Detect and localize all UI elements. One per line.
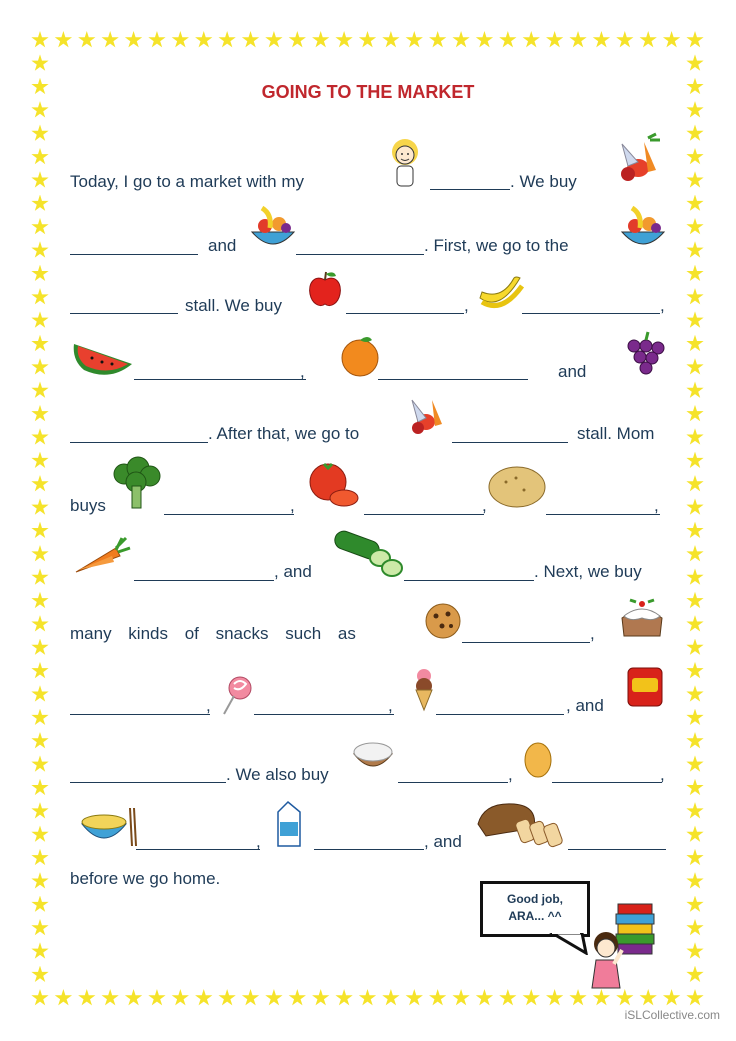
star-decoration <box>686 709 704 727</box>
answer-blank[interactable] <box>70 714 210 715</box>
bubble-line: ARA... ^^ <box>508 909 562 923</box>
star-decoration <box>31 241 49 259</box>
star-decoration <box>686 101 704 119</box>
star-decoration <box>78 31 96 49</box>
star-decoration <box>359 989 377 1007</box>
star-decoration <box>31 381 49 399</box>
text-segment: , <box>464 296 469 315</box>
star-decoration <box>54 31 72 49</box>
text-segment: . First, we go to the <box>424 236 569 255</box>
text-segment: , and <box>274 562 312 581</box>
star-decoration <box>686 825 704 843</box>
text-segment: , <box>590 624 595 643</box>
star-decoration <box>31 335 49 353</box>
star-decoration <box>31 405 49 423</box>
milk-icon <box>272 800 306 848</box>
star-decoration <box>686 615 704 633</box>
star-decoration <box>312 989 330 1007</box>
star-decoration <box>686 732 704 750</box>
star-decoration <box>429 31 447 49</box>
star-decoration <box>686 662 704 680</box>
star-decoration <box>686 428 704 446</box>
star-decoration <box>31 942 49 960</box>
star-decoration <box>31 428 49 446</box>
star-decoration <box>31 592 49 610</box>
answer-blank[interactable] <box>568 849 666 850</box>
star-decoration <box>686 452 704 470</box>
star-decoration <box>218 31 236 49</box>
star-decoration <box>171 31 189 49</box>
answer-blank[interactable] <box>552 782 662 783</box>
text-segment: stall. We buy <box>185 296 283 315</box>
text-segment: , <box>654 496 659 515</box>
text-segment: . Next, we buy <box>534 562 642 581</box>
text-segment: before we go home. <box>70 869 221 888</box>
egg-icon <box>522 738 554 780</box>
text-segment: stall. Mom <box>577 424 655 443</box>
answer-blank[interactable] <box>134 379 306 380</box>
answer-blank[interactable] <box>346 313 464 314</box>
answer-blank[interactable] <box>452 442 568 443</box>
text-segment: and <box>558 362 587 381</box>
star-decoration <box>31 475 49 493</box>
answer-blank[interactable] <box>136 849 260 850</box>
star-decoration <box>31 358 49 376</box>
text-segment: . We buy <box>510 172 577 191</box>
star-decoration <box>31 849 49 867</box>
star-decoration <box>31 896 49 914</box>
answer-blank[interactable] <box>462 642 590 643</box>
star-decoration <box>31 825 49 843</box>
star-decoration <box>218 989 236 1007</box>
star-decoration <box>335 989 353 1007</box>
text-segment: , and <box>424 832 462 851</box>
star-decoration <box>195 31 213 49</box>
star-decoration <box>171 989 189 1007</box>
text-segment: , <box>290 496 295 515</box>
star-decoration <box>31 732 49 750</box>
ice-cream-icon <box>410 666 438 712</box>
text-segment: , <box>482 496 487 515</box>
star-decoration <box>663 31 681 49</box>
star-decoration <box>686 311 704 329</box>
answer-blank[interactable] <box>378 379 528 380</box>
star-decoration <box>405 989 423 1007</box>
answer-blank[interactable] <box>296 254 424 255</box>
star-decoration <box>312 31 330 49</box>
star-decoration <box>31 218 49 236</box>
star-decoration <box>31 31 49 49</box>
text-segment: . After that, we go to <box>208 424 360 443</box>
text-segment: , <box>388 696 393 715</box>
star-decoration <box>686 639 704 657</box>
star-decoration <box>288 989 306 1007</box>
answer-blank[interactable] <box>404 580 534 581</box>
cucumber-icon <box>330 528 404 578</box>
star-decoration <box>686 148 704 166</box>
broccoli-icon <box>108 456 164 512</box>
text-segment: , <box>256 832 261 851</box>
bubble-tail <box>548 933 588 955</box>
star-decoration <box>31 54 49 72</box>
star-decoration <box>686 195 704 213</box>
star-decoration <box>54 989 72 1007</box>
text-segment: Today, I go to a market with my <box>70 172 304 191</box>
star-decoration <box>686 288 704 306</box>
star-decoration <box>522 989 540 1007</box>
watermark: iSLCollective.com <box>624 1008 720 1022</box>
star-decoration <box>475 989 493 1007</box>
star-decoration <box>78 989 96 1007</box>
carrot-icon <box>72 534 132 578</box>
text-segment: , <box>206 696 211 715</box>
banana-icon <box>476 272 524 312</box>
star-decoration <box>31 148 49 166</box>
watermelon-icon <box>70 334 136 378</box>
star-decoration <box>101 989 119 1007</box>
star-decoration <box>31 615 49 633</box>
star-decoration <box>686 381 704 399</box>
page-title: GOING TO THE MARKET <box>261 82 475 102</box>
star-decoration <box>31 265 49 283</box>
star-decoration <box>452 31 470 49</box>
fruit-bowl-icon <box>620 204 666 252</box>
star-decoration <box>31 989 49 1007</box>
star-decoration <box>616 31 634 49</box>
star-decoration <box>686 802 704 820</box>
answer-blank[interactable] <box>364 514 484 515</box>
star-decoration <box>686 358 704 376</box>
star-decoration <box>686 124 704 142</box>
star-decoration <box>31 755 49 773</box>
answer-blank[interactable] <box>254 714 394 715</box>
apple-icon <box>306 268 344 310</box>
answer-blank[interactable] <box>430 189 510 190</box>
text-segment: buys <box>70 496 106 515</box>
star-decoration <box>686 872 704 890</box>
star-decoration <box>686 241 704 259</box>
star-decoration <box>686 896 704 914</box>
text-segment: , <box>660 296 665 315</box>
text-segment: . We also buy <box>226 765 329 784</box>
star-decoration <box>686 218 704 236</box>
star-decoration <box>686 849 704 867</box>
star-decoration <box>686 475 704 493</box>
star-decoration <box>686 498 704 516</box>
text-segment: , <box>660 765 665 784</box>
star-decoration <box>686 522 704 540</box>
star-decoration <box>546 989 564 1007</box>
star-decoration <box>31 872 49 890</box>
answer-blank[interactable] <box>70 313 178 314</box>
star-decoration <box>125 989 143 1007</box>
star-decoration <box>31 966 49 984</box>
star-decoration <box>31 101 49 119</box>
text-segment: many kinds of snacks such as <box>70 624 356 643</box>
star-decoration <box>31 568 49 586</box>
speech-bubble <box>480 881 590 937</box>
star-decoration <box>686 568 704 586</box>
star-decoration <box>31 802 49 820</box>
star-decoration <box>499 989 517 1007</box>
star-decoration <box>31 124 49 142</box>
star-decoration <box>31 779 49 797</box>
star-decoration <box>686 405 704 423</box>
noodles-icon <box>72 806 138 848</box>
star-decoration <box>686 919 704 937</box>
star-decoration <box>31 195 49 213</box>
star-decoration <box>452 989 470 1007</box>
text-segment: , <box>300 362 305 381</box>
rice-icon <box>350 738 396 774</box>
star-decoration <box>686 265 704 283</box>
answer-blank[interactable] <box>70 442 208 443</box>
cookie-icon <box>424 602 462 640</box>
text-segment: , <box>508 765 513 784</box>
lollipop-icon <box>220 674 256 716</box>
answer-blank[interactable] <box>398 782 508 783</box>
star-decoration <box>101 31 119 49</box>
answer-blank[interactable] <box>70 782 226 783</box>
star-decoration <box>639 31 657 49</box>
star-decoration <box>31 311 49 329</box>
star-decoration <box>31 709 49 727</box>
star-decoration <box>405 31 423 49</box>
star-decoration <box>592 31 610 49</box>
star-decoration <box>686 755 704 773</box>
star-decoration <box>686 171 704 189</box>
star-decoration <box>31 498 49 516</box>
text-segment: , and <box>566 696 604 715</box>
star-decoration <box>686 545 704 563</box>
answer-blank[interactable] <box>164 514 294 515</box>
girl-icon <box>386 136 424 190</box>
star-decoration <box>429 989 447 1007</box>
star-decoration <box>569 989 587 1007</box>
star-decoration <box>148 989 166 1007</box>
star-decoration <box>31 452 49 470</box>
star-decoration <box>265 31 283 49</box>
grapes-icon <box>618 330 666 380</box>
star-decoration <box>686 966 704 984</box>
answer-blank[interactable] <box>70 254 198 255</box>
star-decoration <box>686 592 704 610</box>
star-decoration <box>686 779 704 797</box>
orange-icon <box>338 334 382 378</box>
star-decoration <box>686 335 704 353</box>
star-decoration <box>382 31 400 49</box>
chips-icon <box>624 664 666 710</box>
star-decoration <box>125 31 143 49</box>
girl-with-books-icon <box>588 900 668 998</box>
star-decoration <box>31 522 49 540</box>
star-decoration <box>31 171 49 189</box>
star-decoration <box>546 31 564 49</box>
bread-icon <box>474 796 568 848</box>
star-decoration <box>242 31 260 49</box>
pudding-icon <box>618 594 666 642</box>
star-decoration <box>686 942 704 960</box>
star-decoration <box>686 685 704 703</box>
answer-blank[interactable] <box>134 580 274 581</box>
answer-blank[interactable] <box>314 849 424 850</box>
star-decoration <box>31 685 49 703</box>
star-decoration <box>242 989 260 1007</box>
star-decoration <box>686 989 704 1007</box>
star-decoration <box>359 31 377 49</box>
star-decoration <box>31 545 49 563</box>
star-decoration <box>335 31 353 49</box>
star-decoration <box>195 989 213 1007</box>
star-decoration <box>499 31 517 49</box>
star-decoration <box>31 288 49 306</box>
potato-icon <box>486 462 548 512</box>
answer-blank[interactable] <box>436 714 564 715</box>
vegetables-icon <box>608 132 666 186</box>
star-decoration <box>686 31 704 49</box>
tomato-icon <box>304 460 360 510</box>
fruit-bowl-icon <box>250 204 296 252</box>
star-decoration <box>31 639 49 657</box>
text-segment: and <box>208 236 237 255</box>
star-decoration <box>569 31 587 49</box>
star-decoration <box>148 31 166 49</box>
star-decoration <box>265 989 283 1007</box>
star-decoration <box>522 31 540 49</box>
star-decoration <box>31 919 49 937</box>
star-decoration <box>382 989 400 1007</box>
star-decoration <box>475 31 493 49</box>
bubble-line: Good job, <box>507 892 563 906</box>
star-decoration <box>31 662 49 680</box>
star-decoration <box>288 31 306 49</box>
star-decoration <box>686 54 704 72</box>
answer-blank[interactable] <box>546 514 660 515</box>
vegetables-icon <box>402 392 450 438</box>
answer-blank[interactable] <box>522 313 660 314</box>
